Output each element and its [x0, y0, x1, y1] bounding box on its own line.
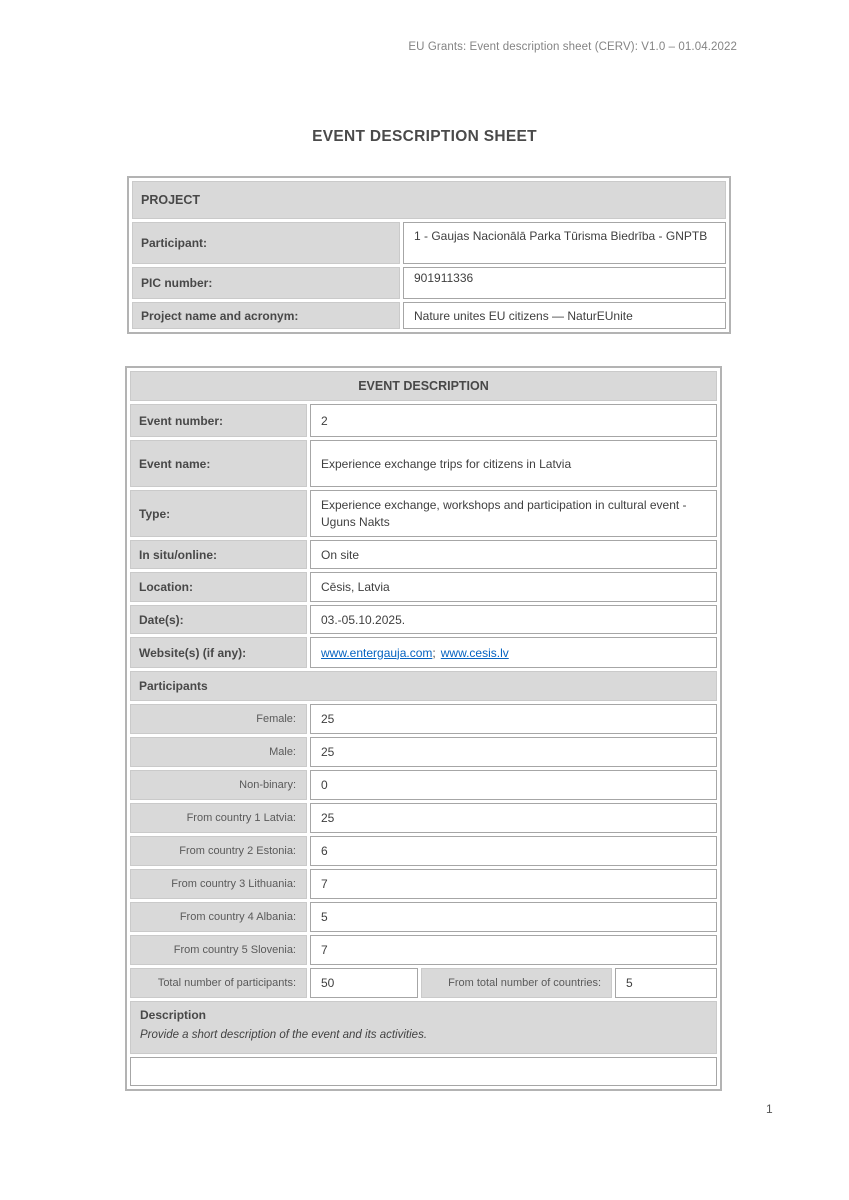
event-number-value: 2: [310, 404, 717, 437]
description-value-row: [130, 1057, 717, 1086]
country1-row: [130, 803, 717, 833]
participants-header-row: [130, 671, 717, 701]
country4-row: [130, 902, 717, 932]
nonbinary-row: [130, 770, 717, 800]
project-header: PROJECT: [132, 181, 726, 219]
websites-value: [310, 637, 717, 668]
country4-value: 5: [310, 902, 717, 932]
description-instruction: Provide a short description of the event and its activities.: [140, 1029, 428, 1041]
event-description-table: [125, 366, 722, 1091]
country3-value: 7: [310, 869, 717, 899]
male-value: 25: [310, 737, 717, 767]
country2-row: [130, 836, 717, 866]
project-table: [127, 176, 731, 334]
event-name-value: Experience exchange trips for citizens in Latvia: [310, 440, 717, 487]
event-type-value: Experience exchange, workshops and participation in cultural event - Uguns Nakts: [310, 490, 717, 537]
country2-label: From country 2 Estonia:: [130, 836, 307, 866]
location-label: Location:: [130, 572, 307, 602]
event-number-label: Event number:: [130, 404, 307, 437]
websites-row: [130, 637, 717, 668]
website-link-cesis[interactable]: www.cesis.lv: [440, 645, 509, 660]
location-row: [130, 572, 717, 602]
location-value: Cēsis, Latvia: [310, 572, 717, 602]
project-name-row: [132, 302, 726, 329]
description-header-cell: [130, 1001, 717, 1054]
event-name-label: Event name:: [130, 440, 307, 487]
project-name-value: Nature unites EU citizens — NaturEUnite: [403, 302, 726, 329]
event-type-row: [130, 490, 717, 537]
total-countries-value: 5: [615, 968, 717, 998]
participant-row: [132, 222, 726, 264]
description-header: Description: [140, 1008, 207, 1022]
event-header-row: [130, 371, 717, 401]
insitu-label: In situ/online:: [130, 540, 307, 569]
description-value: [130, 1057, 717, 1086]
project-header-row: [132, 181, 726, 219]
pic-number-value: 901911336: [403, 267, 726, 299]
nonbinary-label: Non-binary:: [130, 770, 307, 800]
country5-row: [130, 935, 717, 965]
female-row: [130, 704, 717, 734]
participant-value: 1 - Gaujas Nacionālā Parka Tūrisma Biedrība - GNPTB: [403, 222, 726, 264]
dates-label: Date(s):: [130, 605, 307, 634]
websites-label: Website(s) (if any):: [130, 637, 307, 668]
document-version-note: EU Grants: Event description sheet (CERV): V1.0 – 01.04.2022: [408, 41, 737, 53]
insitu-value: On site: [310, 540, 717, 569]
country4-label: From country 4 Albania:: [130, 902, 307, 932]
pic-number-label: PIC number:: [132, 267, 400, 299]
country5-value: 7: [310, 935, 717, 965]
pic-number-row: [132, 267, 726, 299]
event-type-label: Type:: [130, 490, 307, 537]
insitu-row: [130, 540, 717, 569]
dates-row: [130, 605, 717, 634]
totals-row: [130, 968, 717, 998]
event-name-row: [130, 440, 717, 487]
male-label: Male:: [130, 737, 307, 767]
nonbinary-value: 0: [310, 770, 717, 800]
total-countries-label: From total number of countries:: [421, 968, 612, 998]
total-participants-value: 50: [310, 968, 418, 998]
description-header-row: [130, 1001, 717, 1054]
participants-header: Participants: [130, 671, 717, 701]
male-row: [130, 737, 717, 767]
website-separator: ;: [432, 645, 436, 660]
country3-row: [130, 869, 717, 899]
project-name-label: Project name and acronym:: [132, 302, 400, 329]
event-number-row: [130, 404, 717, 437]
website-link-entergauja[interactable]: www.entergauja.com: [321, 645, 433, 660]
total-participants-label: Total number of participants:: [130, 968, 307, 998]
event-description-header: EVENT DESCRIPTION: [130, 371, 717, 401]
dates-value: 03.-05.10.2025.: [310, 605, 717, 634]
participant-label: Participant:: [132, 222, 400, 264]
female-label: Female:: [130, 704, 307, 734]
country5-label: From country 5 Slovenia:: [130, 935, 307, 965]
female-value: 25: [310, 704, 717, 734]
country2-value: 6: [310, 836, 717, 866]
country1-label: From country 1 Latvia:: [130, 803, 307, 833]
page-title: EVENT DESCRIPTION SHEET: [312, 128, 537, 145]
page-number: 1: [766, 1102, 773, 1116]
country1-value: 25: [310, 803, 717, 833]
country3-label: From country 3 Lithuania:: [130, 869, 307, 899]
